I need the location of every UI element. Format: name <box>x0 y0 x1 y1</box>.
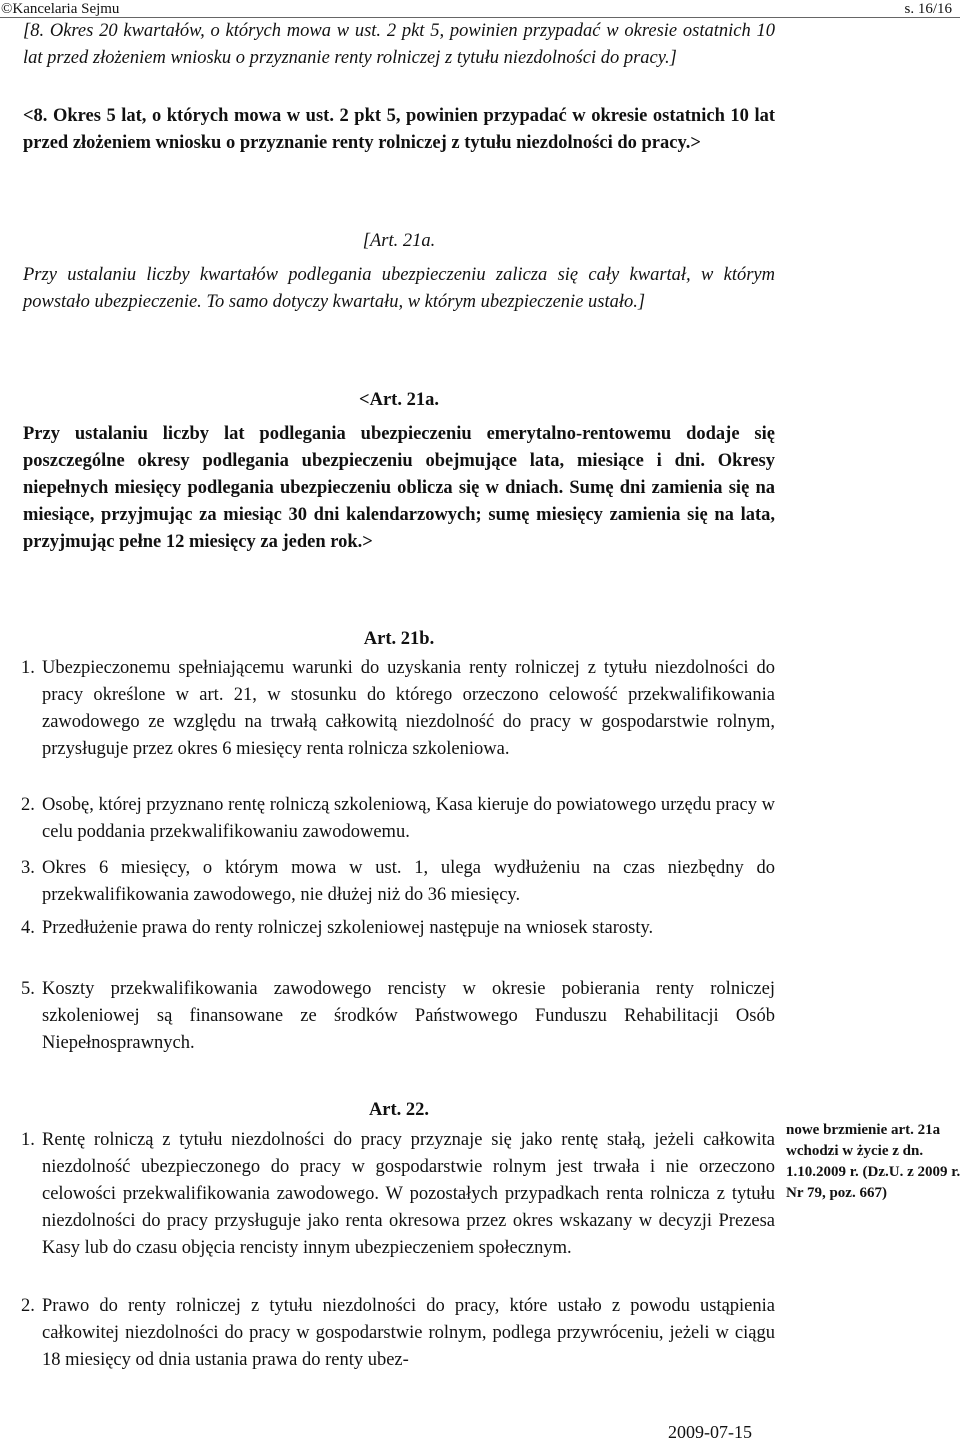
article-21a-old-title: [Art. 21a. <box>362 231 436 251</box>
article-21a-old-text: Przy ustalaniu liczby kwartałów podlegania ubezpieczeniu zalicza się cały kwartał, w którym powstało ubezpieczenie. To samo dotyczy kwartału, w którym ubezpieczenie ustało.] <box>23 265 775 312</box>
article-21b-item-number: 3. <box>21 858 35 878</box>
article-22-item-number: 1. <box>21 1130 35 1150</box>
article-21b-item-number: 5. <box>21 979 35 999</box>
article-21b-item-number: 2. <box>21 795 35 815</box>
article-21b-item-text: Osobę, której przyznano rentę rolniczą szkoleniową, Kasa kieruje do powiatowego urzędu pracy w celu poddania przekwalifikowaniu zawodowemu. <box>42 795 775 842</box>
paragraph-8-old: [8. Okres 20 kwartałów, o których mowa w ust. 2 pkt 5, powinien przypadać w okresie ostatnich 10 lat przed złożeniem wniosku o przyznanie renty rolniczej z tytułu niezdolności do pracy.] <box>23 21 775 68</box>
article-21b-item-text: Okres 6 miesięcy, o którym mowa w ust. 1, ulega wydłużeniu na czas niezbędny do przekwalifikowania zawodowego, nie dłużej niż do 36 miesięcy. <box>42 858 775 905</box>
page-number: s. 16/16 <box>904 1 952 17</box>
article-21a-new-title: <Art. 21a. <box>359 390 439 410</box>
article-21b-item-text: Ubezpieczonemu spełniającemu warunki do uzyskania renty rolniczej z tytułu niezdolności do pracy określone w art. 21, w stosunku do którego orzeczono celowość przekwalifikowania zawodowego ze względu na trwałą całkowitą niezdolność do pracy w gospodarstwie rolnym, przysługuje przez okres 6 miesięcy renta rolnicza szkoleniowa. <box>42 658 775 759</box>
article-21b-item-text: Koszty przekwalifikowania zawodowego rencisty w okresie pobierania renty rolniczej szkoleniowej są finansowane ze środków Państwowego Funduszu Rehabilitacji Osób Niepełnosprawnych. <box>42 979 775 1053</box>
header-source: ©Kancelaria Sejmu <box>1 1 120 17</box>
article-22-item-text: Prawo do renty rolniczej z tytułu niezdolności do pracy, które ustało z powodu ustąpienia całkowitej niezdolności do pracy w gospodarstwie rolnym, podlega przywróceniu, jeżeli w ciągu 18 miesięcy od dnia ustania prawa do renty ubez- <box>42 1296 775 1370</box>
paragraph-8-new: <8. Okres 5 lat, o których mowa w ust. 2 pkt 5, powinien przypadać w okresie ostatnich 10 lat przed złożeniem wniosku o przyznanie renty rolniczej z tytułu niezdolności do pracy.> <box>23 106 775 153</box>
article-21b-item-number: 4. <box>21 918 35 938</box>
article-21b-title: Art. 21b. <box>363 629 435 649</box>
article-21b-item-number: 1. <box>21 658 35 678</box>
article-21a-new-text: Przy ustalaniu liczby lat podlegania ubezpieczeniu emerytalno-rentowemu dodaje się poszczególne okresy podlegania ubezpieczeniu obejmujące lata, miesiące i dni. Okresy niepełnych miesięcy podlegania ubezpieczeniu oblicza się w dniach. Sumę dni zamienia się na miesiące, przyjmując za miesiąc 30 dni kalendarzowych; sumę miesięcy zamienia się na lata, przyjmując pełne 12 miesięcy za jeden rok.> <box>23 424 775 552</box>
article-22-item-text: Rentę rolniczą z tytułu niezdolności do pracy przyznaje się jako rentę stałą, jeżeli całkowita niezdolność ubezpieczonego do pracy w gospodarstwie rolnym jest trwała i nie orzeczono celowości przekwalifikowania zawodowego. W pozostałych przypadkach renta rolnicza z tytułu niezdolności do pracy przysługuje jako renta okresowa przez okres wskazany w decyzji Prezesa Kasy lub do czasu objęcia rencisty innym ubezpieczeniem społecznym. <box>42 1130 775 1258</box>
footer-date: 2009-07-15 <box>668 1422 752 1442</box>
article-21b-item-text: Przedłużenie prawa do renty rolniczej szkoleniowej następuje na wniosek starosty. <box>42 918 654 938</box>
margin-note: nowe brzmienie art. 21a wchodzi w życie z dn. 1.10.2009 r. (Dz.U. z 2009 r. Nr 79, poz. 667) <box>786 1122 960 1201</box>
article-22-title: Art. 22. <box>368 1100 430 1120</box>
article-22-item-number: 2. <box>21 1296 35 1316</box>
